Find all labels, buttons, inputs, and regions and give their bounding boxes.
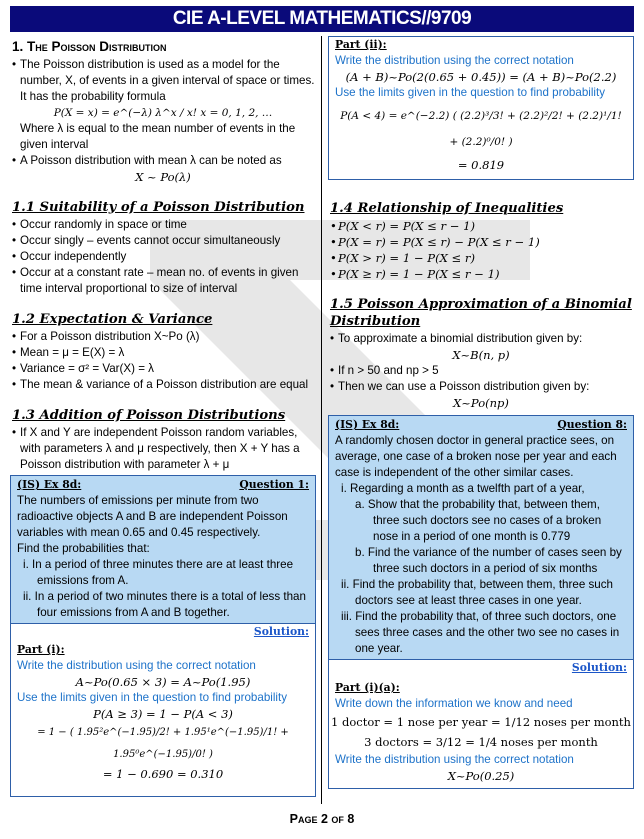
question-part-iii: iii. Find the probability that, of three such doctors, one sees three cases and the other two see no cases in one year. [341,610,620,655]
formula-line: A~Po(0.65 × 3) = A~Po(1.95) [75,675,251,689]
formula-line: = 1 − 0.690 = 0.310 [102,767,224,781]
question-text: A randomly chosen doctor in general practice sees, on average, one case of a broken nose per year and each case is independent of the other similar cases. [335,434,617,479]
formula-line: 3 doctors = 3/12 = 1/4 noses per month [364,735,598,749]
question-1-box [10,475,316,624]
section-1-1-title: 1.1 Suitability of a Poisson Distribution [12,200,305,215]
inequality-item: • P(X < r) = P(X ≤ r − 1) [328,218,634,234]
suitability-item: • Occur singly – events cannot occur simultaneously [10,233,316,249]
page-footer: Page 2 of 8 [289,812,355,826]
question-number: Question 8: [557,418,627,431]
question-8-solution [328,660,634,789]
approximation-text: • Then we can use a Poisson distribution given by: [328,379,634,395]
formula-line: X~Po(0.25) [447,769,515,783]
suitability-item: • Occur independently [10,249,316,265]
part-label: Part (i): [17,643,65,656]
formula-line: = 1 − ( 1.95²e^(−1.95)/2! + 1.95¹e^(−1.95)/1! + 1.95⁰e^(−1.95)/0! ) [37,727,289,760]
question-number: Question 1: [239,478,309,491]
question-part-b: b. Find the variance of the number of cases seen by three such doctors in a period of six months [355,546,622,575]
inequality-item: • P(X ≥ r) = 1 − P(X ≤ r − 1) [328,266,634,282]
lambda-definition: Where λ is equal to the mean number of events in the given interval [20,122,296,151]
question-1-solution [10,624,316,797]
question-source: (IS) Ex 8d: [17,478,82,491]
section-1-title: 1. The Poisson Distribution [12,39,167,54]
instruction-text: Write the distribution using the correct notation [17,659,256,672]
section-1-2-title: 1.2 Expectation & Variance [12,312,213,327]
question-find: Find the probabilities that: [17,542,150,555]
binomial-notation: X~B(n, p) [452,348,510,362]
question-part-ii: ii. Find the probability that, between them, three such doctors see at least three cases in one year. [341,578,613,607]
approximation-condition: • If n > 50 and np > 5 [328,363,634,379]
formula-line: P(A < 4) = e^(−2.2) ( (2.2)³/3! + (2.2)²/2! + (2.2)¹/1! + (2.2)⁰/0! ) [340,110,622,148]
inequality-item: • P(X = r) = P(X ≤ r) − P(X ≤ r − 1) [328,234,634,250]
expectation-item: • Variance = σ² = Var(X) = λ [10,361,316,377]
header-title: CIE A-LEVEL MATHEMATICS//9709 [172,8,472,29]
expectation-item: • For a Poisson distribution X~Po (λ) [10,329,316,345]
solution-label: Solution: [571,661,627,674]
part-label: Part (i)(a): [335,681,400,694]
question-part-a: a. Show that the probability that, between them, three such doctors see no cases of a broken nose in a period of one month is 0.779 [355,498,602,543]
section-1-3-title: 1.3 Addition of Poisson Distributions [12,408,286,423]
instruction-text: Use the limits given in the question to find probability [17,691,288,704]
suitability-item: • Occur at a constant rate – mean no. of events in given time interval proportional to size of interval [10,265,316,297]
question-source: (IS) Ex 8d: [335,418,400,431]
formula-line: (A + B)~Po(2(0.65 + 0.45)) = (A + B)~Po(2.2) [345,70,617,84]
instruction-text: Write the distribution using the correct notation [335,54,574,67]
poisson-notation: X ~ Po(λ) [135,170,191,184]
poisson-formula: P(X = x) = e^(−λ) λ^x / x! x = 0, 1, 2, … [53,107,273,119]
question-part-ii: ii. In a period of two minutes there is a total of less than four emissions from A and B together. [23,590,306,619]
question-text: The numbers of emissions per minute from two radioactive objects A and B are independent Poisson variables with mean 0.65 and 0.45 respectively. [17,494,288,539]
approximation-text: • To approximate a binomial distribution given by: [328,331,634,347]
page-header [10,6,634,32]
poisson-definition: • The Poisson distribution is used as a model for the number, X, of events in a given interval of space or times. It has the probability formula [10,57,316,105]
instruction-text: Write the distribution using the correct notation [335,753,574,766]
instruction-text: Write down the information we know and need [335,697,573,710]
section-1-4-title: 1.4 Relationship of Inequalities [330,201,564,216]
expectation-item: • Mean = μ = E(X) = λ [10,345,316,361]
question-part-i: i. In a period of three minutes there are at least three emissions from A. [23,558,294,587]
section-1-5-title: 1.5 Poisson Approximation of a Binomial Distribution [330,297,632,329]
column-divider [321,36,322,804]
solution-label: Solution: [253,625,309,638]
formula-line: P(A ≥ 3) = 1 − P(A < 3) [93,707,233,721]
question-1-part-ii-box [328,36,634,180]
left-column [10,36,316,797]
part-label: Part (ii): [335,38,387,51]
question-part-i: i. Regarding a month as a twelfth part of a year, [341,482,585,495]
addition-rule: • If X and Y are independent Poisson random variables, with parameters λ and μ respectively, then X + Y has a Poisson distribution with parameter λ + μ [10,425,316,473]
poisson-notation-text: • A Poisson distribution with mean λ can be noted as [10,153,316,169]
formula-line: 1 doctor = 1 nose per year = 1/12 noses per month [331,715,631,729]
formula-line: = 0.819 [457,158,505,172]
poisson-approx-notation: X~Po(np) [453,396,509,410]
question-8-box [328,415,634,660]
right-column [328,36,634,789]
suitability-item: • Occur randomly in space or time [10,217,316,233]
expectation-item: • The mean & variance of a Poisson distribution are equal [10,377,316,393]
instruction-text: Use the limits given in the question to find probability [335,86,606,99]
inequality-item: • P(X > r) = 1 − P(X ≤ r) [328,250,634,266]
